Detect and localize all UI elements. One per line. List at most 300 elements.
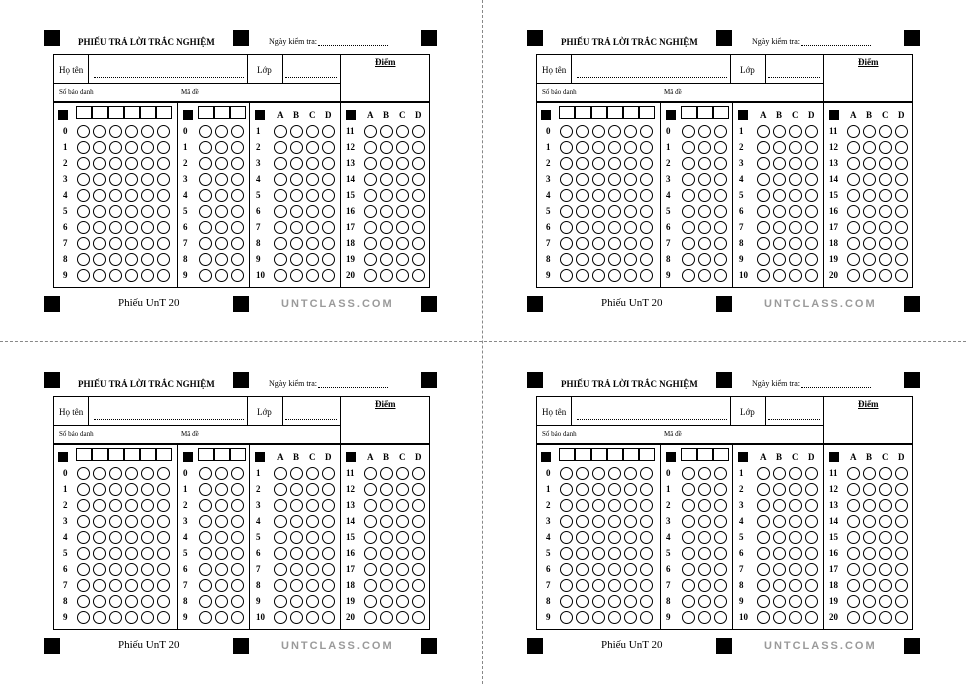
- answer-bubble[interactable]: [789, 141, 802, 154]
- answer-bubble[interactable]: [789, 579, 802, 592]
- exam-code-cell[interactable]: [697, 448, 713, 461]
- answer-bubble[interactable]: [322, 253, 335, 266]
- answer-bubble[interactable]: [274, 531, 287, 544]
- exam-code-bubble[interactable]: [714, 173, 727, 186]
- answer-bubble[interactable]: [412, 125, 425, 138]
- answer-bubble[interactable]: [306, 547, 319, 560]
- exam-code-cell[interactable]: [713, 448, 729, 461]
- answer-bubble[interactable]: [380, 611, 393, 624]
- exam-code-cell[interactable]: [697, 106, 713, 119]
- student-id-bubble[interactable]: [640, 563, 653, 576]
- exam-code-bubble[interactable]: [698, 611, 711, 624]
- answer-bubble[interactable]: [322, 579, 335, 592]
- student-id-cell[interactable]: [140, 448, 156, 461]
- student-id-bubble[interactable]: [109, 157, 122, 170]
- student-id-bubble[interactable]: [624, 467, 637, 480]
- answer-bubble[interactable]: [396, 563, 409, 576]
- answer-bubble[interactable]: [322, 237, 335, 250]
- answer-bubble[interactable]: [364, 515, 377, 528]
- student-id-bubble[interactable]: [576, 547, 589, 560]
- exam-code-bubble[interactable]: [231, 221, 244, 234]
- answer-bubble[interactable]: [412, 141, 425, 154]
- student-id-bubble[interactable]: [608, 205, 621, 218]
- answer-bubble[interactable]: [274, 515, 287, 528]
- student-id-bubble[interactable]: [93, 595, 106, 608]
- student-id-bubble[interactable]: [640, 531, 653, 544]
- student-id-bubble[interactable]: [141, 595, 154, 608]
- exam-code-bubble[interactable]: [231, 531, 244, 544]
- student-id-bubble[interactable]: [77, 205, 90, 218]
- student-id-bubble[interactable]: [77, 515, 90, 528]
- student-id-bubble[interactable]: [608, 141, 621, 154]
- student-id-bubble[interactable]: [141, 141, 154, 154]
- exam-date-field[interactable]: [318, 45, 388, 46]
- exam-code-bubble[interactable]: [231, 515, 244, 528]
- exam-code-bubble[interactable]: [714, 499, 727, 512]
- student-id-bubble[interactable]: [592, 173, 605, 186]
- exam-code-bubble[interactable]: [199, 173, 212, 186]
- answer-bubble[interactable]: [863, 173, 876, 186]
- student-id-bubble[interactable]: [125, 173, 138, 186]
- exam-code-bubble[interactable]: [682, 205, 695, 218]
- student-id-bubble[interactable]: [592, 253, 605, 266]
- answer-bubble[interactable]: [895, 547, 908, 560]
- answer-bubble[interactable]: [322, 611, 335, 624]
- answer-bubble[interactable]: [412, 253, 425, 266]
- answer-bubble[interactable]: [805, 205, 818, 218]
- exam-code-bubble[interactable]: [199, 189, 212, 202]
- student-id-bubble[interactable]: [576, 579, 589, 592]
- student-id-bubble[interactable]: [576, 173, 589, 186]
- student-id-bubble[interactable]: [157, 515, 170, 528]
- answer-bubble[interactable]: [863, 547, 876, 560]
- student-id-bubble[interactable]: [77, 483, 90, 496]
- exam-code-bubble[interactable]: [714, 237, 727, 250]
- student-id-bubble[interactable]: [77, 269, 90, 282]
- student-id-bubble[interactable]: [141, 467, 154, 480]
- student-id-bubble[interactable]: [125, 563, 138, 576]
- answer-bubble[interactable]: [757, 595, 770, 608]
- answer-bubble[interactable]: [789, 221, 802, 234]
- answer-bubble[interactable]: [805, 467, 818, 480]
- answer-bubble[interactable]: [863, 499, 876, 512]
- exam-code-bubble[interactable]: [698, 237, 711, 250]
- answer-bubble[interactable]: [396, 579, 409, 592]
- answer-bubble[interactable]: [396, 125, 409, 138]
- answer-bubble[interactable]: [773, 483, 786, 496]
- student-id-bubble[interactable]: [640, 483, 653, 496]
- student-id-bubble[interactable]: [640, 125, 653, 138]
- answer-bubble[interactable]: [773, 237, 786, 250]
- student-id-bubble[interactable]: [560, 141, 573, 154]
- answer-bubble[interactable]: [847, 221, 860, 234]
- student-id-cell[interactable]: [156, 106, 172, 119]
- exam-code-bubble[interactable]: [215, 563, 228, 576]
- answer-bubble[interactable]: [863, 531, 876, 544]
- exam-code-bubble[interactable]: [714, 125, 727, 138]
- student-id-bubble[interactable]: [624, 253, 637, 266]
- student-id-bubble[interactable]: [592, 467, 605, 480]
- answer-bubble[interactable]: [789, 515, 802, 528]
- answer-bubble[interactable]: [380, 237, 393, 250]
- answer-bubble[interactable]: [290, 237, 303, 250]
- student-id-bubble[interactable]: [77, 173, 90, 186]
- student-id-bubble[interactable]: [141, 205, 154, 218]
- answer-bubble[interactable]: [380, 253, 393, 266]
- student-id-bubble[interactable]: [93, 221, 106, 234]
- answer-bubble[interactable]: [847, 157, 860, 170]
- student-id-bubble[interactable]: [624, 595, 637, 608]
- answer-bubble[interactable]: [290, 483, 303, 496]
- answer-bubble[interactable]: [364, 499, 377, 512]
- exam-code-cell[interactable]: [713, 106, 729, 119]
- student-id-bubble[interactable]: [576, 499, 589, 512]
- student-id-bubble[interactable]: [640, 253, 653, 266]
- answer-bubble[interactable]: [895, 483, 908, 496]
- student-id-bubble[interactable]: [576, 531, 589, 544]
- student-id-bubble[interactable]: [141, 515, 154, 528]
- answer-bubble[interactable]: [863, 611, 876, 624]
- answer-bubble[interactable]: [396, 499, 409, 512]
- student-id-bubble[interactable]: [109, 253, 122, 266]
- student-id-bubble[interactable]: [77, 563, 90, 576]
- student-id-bubble[interactable]: [608, 515, 621, 528]
- answer-bubble[interactable]: [805, 531, 818, 544]
- answer-bubble[interactable]: [274, 499, 287, 512]
- exam-code-bubble[interactable]: [698, 467, 711, 480]
- answer-bubble[interactable]: [879, 141, 892, 154]
- answer-bubble[interactable]: [380, 205, 393, 218]
- answer-bubble[interactable]: [290, 141, 303, 154]
- answer-bubble[interactable]: [322, 269, 335, 282]
- answer-bubble[interactable]: [322, 125, 335, 138]
- student-id-bubble[interactable]: [608, 189, 621, 202]
- answer-bubble[interactable]: [895, 157, 908, 170]
- exam-code-bubble[interactable]: [698, 253, 711, 266]
- answer-bubble[interactable]: [789, 173, 802, 186]
- exam-code-bubble[interactable]: [714, 611, 727, 624]
- answer-bubble[interactable]: [805, 157, 818, 170]
- exam-code-bubble[interactable]: [215, 515, 228, 528]
- answer-bubble[interactable]: [895, 579, 908, 592]
- student-id-cell[interactable]: [591, 106, 607, 119]
- exam-code-bubble[interactable]: [199, 579, 212, 592]
- student-id-bubble[interactable]: [640, 515, 653, 528]
- answer-bubble[interactable]: [773, 173, 786, 186]
- answer-bubble[interactable]: [412, 483, 425, 496]
- exam-code-bubble[interactable]: [682, 579, 695, 592]
- student-id-bubble[interactable]: [608, 269, 621, 282]
- answer-bubble[interactable]: [863, 125, 876, 138]
- student-id-bubble[interactable]: [77, 595, 90, 608]
- student-id-bubble[interactable]: [77, 579, 90, 592]
- exam-code-bubble[interactable]: [682, 483, 695, 496]
- answer-bubble[interactable]: [895, 237, 908, 250]
- answer-bubble[interactable]: [757, 205, 770, 218]
- answer-bubble[interactable]: [773, 253, 786, 266]
- student-id-bubble[interactable]: [608, 579, 621, 592]
- student-id-bubble[interactable]: [109, 595, 122, 608]
- student-id-cell[interactable]: [607, 106, 623, 119]
- student-id-bubble[interactable]: [93, 205, 106, 218]
- student-id-bubble[interactable]: [560, 515, 573, 528]
- answer-bubble[interactable]: [380, 189, 393, 202]
- student-id-bubble[interactable]: [560, 189, 573, 202]
- answer-bubble[interactable]: [274, 221, 287, 234]
- student-id-bubble[interactable]: [77, 531, 90, 544]
- answer-bubble[interactable]: [805, 515, 818, 528]
- student-id-bubble[interactable]: [157, 205, 170, 218]
- student-id-bubble[interactable]: [608, 253, 621, 266]
- exam-code-bubble[interactable]: [199, 237, 212, 250]
- answer-bubble[interactable]: [757, 157, 770, 170]
- answer-bubble[interactable]: [789, 563, 802, 576]
- student-id-bubble[interactable]: [157, 595, 170, 608]
- answer-bubble[interactable]: [773, 221, 786, 234]
- answer-bubble[interactable]: [805, 173, 818, 186]
- answer-bubble[interactable]: [773, 141, 786, 154]
- student-id-bubble[interactable]: [608, 157, 621, 170]
- exam-code-bubble[interactable]: [215, 595, 228, 608]
- answer-bubble[interactable]: [805, 125, 818, 138]
- student-id-bubble[interactable]: [125, 157, 138, 170]
- exam-code-bubble[interactable]: [215, 467, 228, 480]
- exam-code-bubble[interactable]: [714, 157, 727, 170]
- student-id-bubble[interactable]: [560, 563, 573, 576]
- answer-bubble[interactable]: [757, 611, 770, 624]
- student-id-bubble[interactable]: [125, 205, 138, 218]
- exam-code-bubble[interactable]: [698, 483, 711, 496]
- student-id-bubble[interactable]: [157, 141, 170, 154]
- student-id-bubble[interactable]: [109, 483, 122, 496]
- answer-bubble[interactable]: [757, 253, 770, 266]
- student-id-bubble[interactable]: [125, 611, 138, 624]
- student-id-bubble[interactable]: [640, 467, 653, 480]
- student-id-bubble[interactable]: [560, 173, 573, 186]
- answer-bubble[interactable]: [380, 531, 393, 544]
- exam-code-bubble[interactable]: [231, 595, 244, 608]
- student-id-bubble[interactable]: [560, 253, 573, 266]
- student-id-cell[interactable]: [623, 448, 639, 461]
- student-id-bubble[interactable]: [141, 499, 154, 512]
- exam-code-bubble[interactable]: [682, 157, 695, 170]
- answer-bubble[interactable]: [757, 499, 770, 512]
- exam-code-bubble[interactable]: [199, 205, 212, 218]
- exam-code-cell[interactable]: [198, 448, 214, 461]
- answer-bubble[interactable]: [863, 515, 876, 528]
- student-id-bubble[interactable]: [608, 595, 621, 608]
- exam-code-bubble[interactable]: [698, 531, 711, 544]
- student-id-bubble[interactable]: [608, 531, 621, 544]
- student-id-bubble[interactable]: [77, 611, 90, 624]
- answer-bubble[interactable]: [895, 221, 908, 234]
- student-id-cell[interactable]: [140, 106, 156, 119]
- student-id-bubble[interactable]: [640, 269, 653, 282]
- exam-code-bubble[interactable]: [215, 221, 228, 234]
- answer-bubble[interactable]: [412, 611, 425, 624]
- student-id-bubble[interactable]: [93, 547, 106, 560]
- exam-code-bubble[interactable]: [698, 579, 711, 592]
- answer-bubble[interactable]: [290, 189, 303, 202]
- answer-bubble[interactable]: [396, 221, 409, 234]
- answer-bubble[interactable]: [306, 189, 319, 202]
- exam-code-bubble[interactable]: [682, 189, 695, 202]
- answer-bubble[interactable]: [274, 205, 287, 218]
- answer-bubble[interactable]: [380, 141, 393, 154]
- answer-bubble[interactable]: [306, 141, 319, 154]
- student-id-bubble[interactable]: [592, 531, 605, 544]
- answer-bubble[interactable]: [805, 221, 818, 234]
- exam-code-bubble[interactable]: [199, 141, 212, 154]
- answer-bubble[interactable]: [773, 579, 786, 592]
- answer-bubble[interactable]: [847, 125, 860, 138]
- exam-code-bubble[interactable]: [682, 531, 695, 544]
- student-id-cell[interactable]: [76, 448, 92, 461]
- answer-bubble[interactable]: [805, 579, 818, 592]
- answer-bubble[interactable]: [396, 483, 409, 496]
- answer-bubble[interactable]: [863, 237, 876, 250]
- student-id-bubble[interactable]: [640, 205, 653, 218]
- student-id-cell[interactable]: [108, 106, 124, 119]
- answer-bubble[interactable]: [364, 141, 377, 154]
- answer-bubble[interactable]: [879, 221, 892, 234]
- student-id-bubble[interactable]: [125, 483, 138, 496]
- student-id-bubble[interactable]: [93, 563, 106, 576]
- exam-code-bubble[interactable]: [215, 531, 228, 544]
- answer-bubble[interactable]: [322, 547, 335, 560]
- student-id-bubble[interactable]: [624, 579, 637, 592]
- student-id-bubble[interactable]: [109, 467, 122, 480]
- exam-code-bubble[interactable]: [698, 157, 711, 170]
- answer-bubble[interactable]: [396, 515, 409, 528]
- exam-date-field[interactable]: [318, 387, 388, 388]
- exam-code-bubble[interactable]: [698, 125, 711, 138]
- exam-code-cell[interactable]: [230, 448, 246, 461]
- answer-bubble[interactable]: [757, 531, 770, 544]
- student-id-bubble[interactable]: [576, 141, 589, 154]
- answer-bubble[interactable]: [412, 221, 425, 234]
- answer-bubble[interactable]: [306, 483, 319, 496]
- student-id-bubble[interactable]: [141, 579, 154, 592]
- answer-bubble[interactable]: [879, 499, 892, 512]
- student-id-bubble[interactable]: [592, 483, 605, 496]
- exam-code-bubble[interactable]: [215, 141, 228, 154]
- student-id-cell[interactable]: [124, 106, 140, 119]
- answer-bubble[interactable]: [773, 157, 786, 170]
- exam-code-bubble[interactable]: [682, 595, 695, 608]
- student-id-bubble[interactable]: [157, 269, 170, 282]
- answer-bubble[interactable]: [805, 483, 818, 496]
- exam-code-bubble[interactable]: [231, 253, 244, 266]
- exam-code-bubble[interactable]: [231, 189, 244, 202]
- exam-code-bubble[interactable]: [714, 189, 727, 202]
- exam-code-bubble[interactable]: [714, 563, 727, 576]
- student-id-bubble[interactable]: [93, 189, 106, 202]
- answer-bubble[interactable]: [895, 515, 908, 528]
- student-id-bubble[interactable]: [576, 483, 589, 496]
- answer-bubble[interactable]: [306, 157, 319, 170]
- student-id-bubble[interactable]: [560, 579, 573, 592]
- exam-code-bubble[interactable]: [698, 221, 711, 234]
- answer-bubble[interactable]: [863, 221, 876, 234]
- student-id-bubble[interactable]: [592, 499, 605, 512]
- student-id-bubble[interactable]: [560, 237, 573, 250]
- answer-bubble[interactable]: [380, 563, 393, 576]
- exam-code-bubble[interactable]: [231, 579, 244, 592]
- answer-bubble[interactable]: [789, 189, 802, 202]
- exam-code-bubble[interactable]: [714, 531, 727, 544]
- student-id-bubble[interactable]: [608, 563, 621, 576]
- answer-bubble[interactable]: [290, 515, 303, 528]
- student-id-bubble[interactable]: [624, 499, 637, 512]
- answer-bubble[interactable]: [364, 483, 377, 496]
- exam-code-bubble[interactable]: [231, 141, 244, 154]
- answer-bubble[interactable]: [412, 563, 425, 576]
- answer-bubble[interactable]: [380, 157, 393, 170]
- answer-bubble[interactable]: [396, 595, 409, 608]
- answer-bubble[interactable]: [757, 221, 770, 234]
- student-id-bubble[interactable]: [93, 611, 106, 624]
- student-id-bubble[interactable]: [109, 515, 122, 528]
- answer-bubble[interactable]: [290, 499, 303, 512]
- exam-code-bubble[interactable]: [714, 269, 727, 282]
- exam-code-bubble[interactable]: [682, 563, 695, 576]
- student-id-cell[interactable]: [92, 448, 108, 461]
- answer-bubble[interactable]: [322, 483, 335, 496]
- answer-bubble[interactable]: [879, 531, 892, 544]
- student-id-bubble[interactable]: [592, 237, 605, 250]
- answer-bubble[interactable]: [412, 515, 425, 528]
- student-id-bubble[interactable]: [77, 125, 90, 138]
- answer-bubble[interactable]: [396, 467, 409, 480]
- student-id-bubble[interactable]: [576, 269, 589, 282]
- answer-bubble[interactable]: [412, 189, 425, 202]
- exam-code-bubble[interactable]: [199, 253, 212, 266]
- student-id-bubble[interactable]: [77, 467, 90, 480]
- answer-bubble[interactable]: [773, 531, 786, 544]
- exam-code-bubble[interactable]: [682, 547, 695, 560]
- exam-code-bubble[interactable]: [231, 205, 244, 218]
- answer-bubble[interactable]: [847, 515, 860, 528]
- answer-bubble[interactable]: [879, 483, 892, 496]
- answer-bubble[interactable]: [412, 157, 425, 170]
- student-id-bubble[interactable]: [608, 173, 621, 186]
- answer-bubble[interactable]: [789, 611, 802, 624]
- answer-bubble[interactable]: [757, 269, 770, 282]
- student-id-bubble[interactable]: [608, 237, 621, 250]
- student-id-bubble[interactable]: [125, 515, 138, 528]
- student-id-bubble[interactable]: [93, 579, 106, 592]
- answer-bubble[interactable]: [847, 611, 860, 624]
- answer-bubble[interactable]: [306, 269, 319, 282]
- student-id-bubble[interactable]: [125, 531, 138, 544]
- answer-bubble[interactable]: [847, 205, 860, 218]
- answer-bubble[interactable]: [412, 579, 425, 592]
- student-id-bubble[interactable]: [93, 173, 106, 186]
- exam-code-bubble[interactable]: [231, 157, 244, 170]
- student-id-bubble[interactable]: [640, 237, 653, 250]
- answer-bubble[interactable]: [274, 237, 287, 250]
- answer-bubble[interactable]: [789, 499, 802, 512]
- exam-code-bubble[interactable]: [199, 157, 212, 170]
- answer-bubble[interactable]: [364, 579, 377, 592]
- exam-code-bubble[interactable]: [199, 499, 212, 512]
- answer-bubble[interactable]: [274, 157, 287, 170]
- exam-code-bubble[interactable]: [682, 467, 695, 480]
- student-id-bubble[interactable]: [141, 531, 154, 544]
- answer-bubble[interactable]: [306, 237, 319, 250]
- answer-bubble[interactable]: [364, 253, 377, 266]
